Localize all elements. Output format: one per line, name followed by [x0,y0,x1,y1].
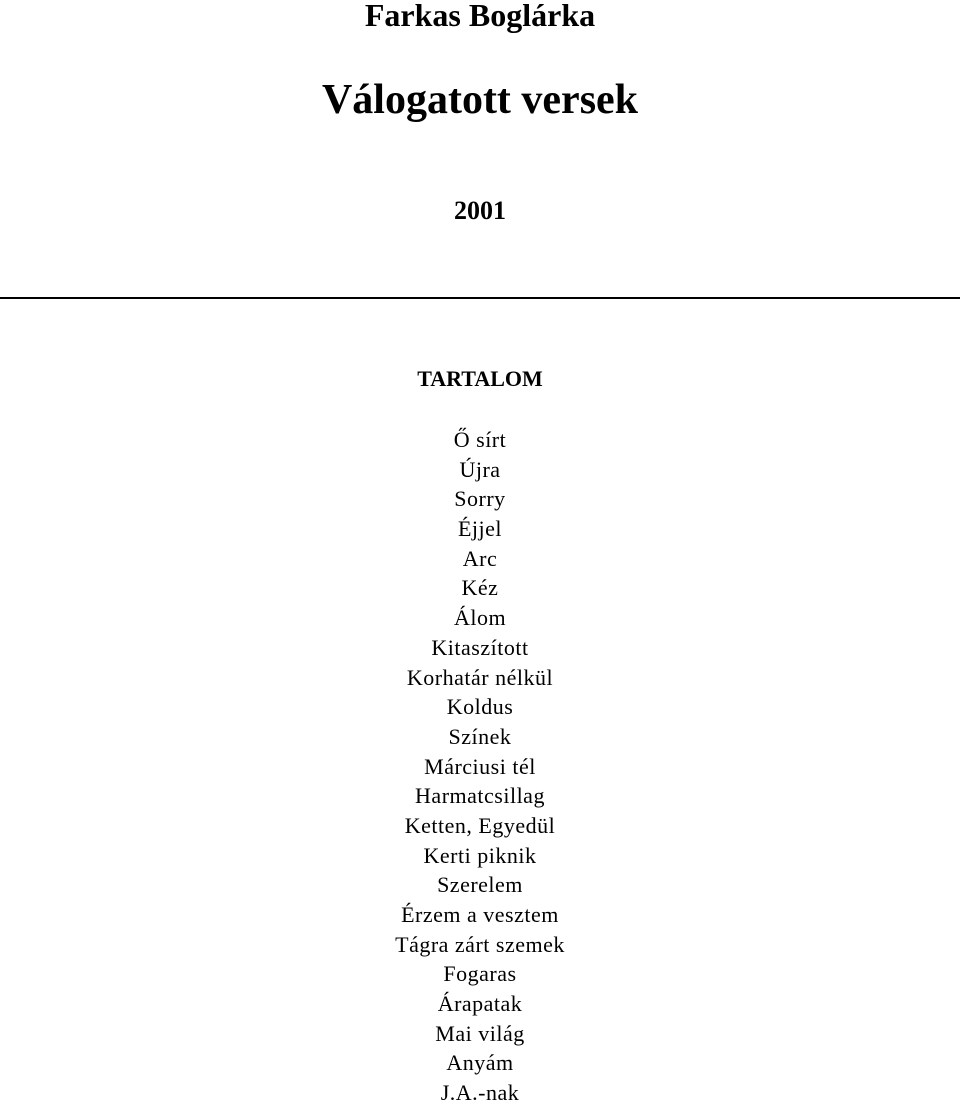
toc-item: Szerelem [437,872,523,898]
toc-item: Fogaras [443,961,517,987]
toc-item: Harmatcsillag [415,783,545,809]
publication-year: 2001 [454,196,506,225]
toc-list [0,425,960,1108]
toc-item: Sorry [454,486,506,512]
toc-item: Árapatak [437,991,523,1017]
toc-item: J.A.-nak [440,1080,520,1106]
toc-item: Mai világ [435,1020,525,1046]
toc-item: Anyám [446,1050,514,1076]
toc-item: Kitaszított [431,634,529,660]
toc-item: Kerti piknik [423,842,537,868]
toc-item: Újra [459,456,501,482]
toc-item: Színek [448,723,512,749]
toc-item: Érzem a vesztem [401,902,559,927]
toc-item: Márciusi tél [424,753,536,779]
toc-item: Ő sírt [453,427,507,452]
author-name: Farkas Boglárka [364,0,596,33]
toc-item: Ketten, Egyedül [404,812,556,838]
toc-item: Arc [462,545,498,571]
toc-item: Éjjel [457,516,503,542]
document-title: Válogatott versek [321,77,639,123]
toc-heading: TARTALOM [417,366,543,391]
toc-item: Koldus [446,694,514,720]
toc-item: Korhatár nélkül [406,664,554,690]
horizontal-divider [0,297,960,299]
toc-item: Tágra zárt szemek [395,931,565,957]
toc-item: Kéz [461,575,499,601]
toc-item: Álom [453,605,507,631]
